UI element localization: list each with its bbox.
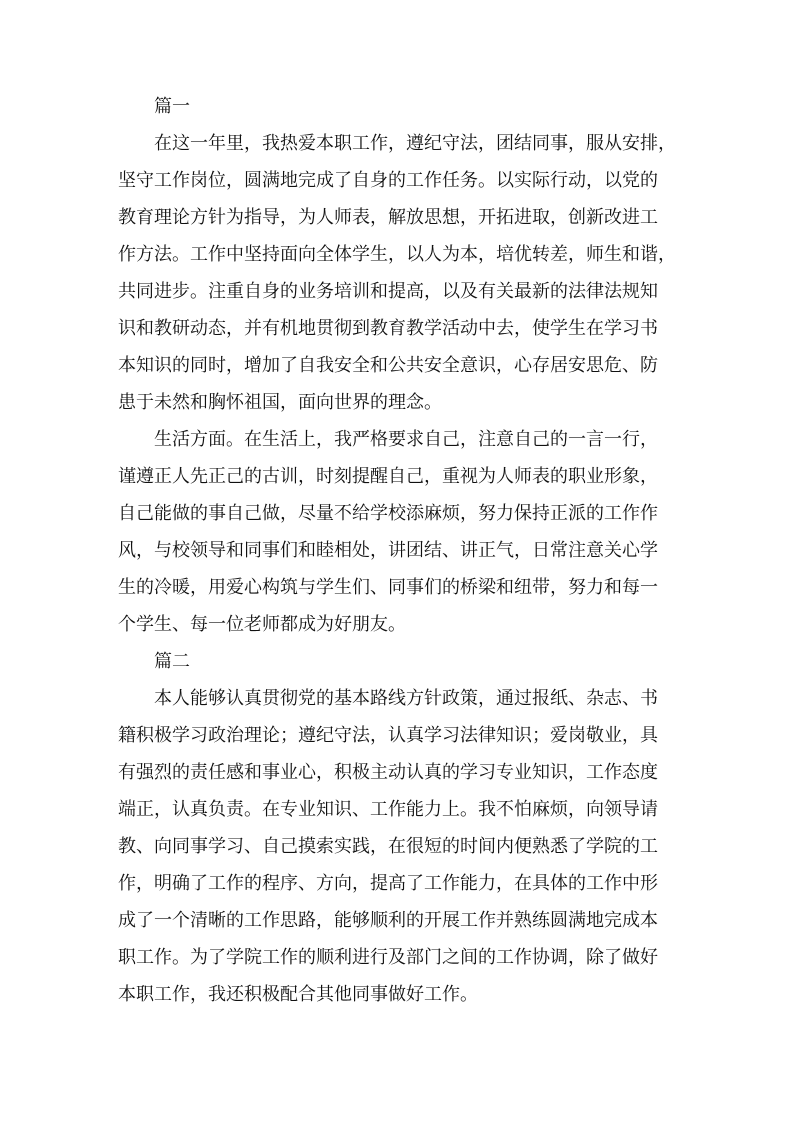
- paragraph-line: 成了一个清晰的工作思路，能够顺利的开展工作并熟练圆满地完成本: [118, 910, 658, 931]
- paragraph-line: 有强烈的责任感和事业心，积极主动认真的学习专业知识，工作态度: [118, 762, 658, 783]
- paragraph-line: 本人能够认真贯彻党的基本路线方针政策，通过报纸、杂志、书: [154, 688, 658, 709]
- paragraph-line: 生活方面。在生活上，我严格要求自己，注意自己的一言一行，: [154, 429, 658, 450]
- paragraph-line: 端正，认真负责。在专业知识、工作能力上。我不怕麻烦，向领导请: [118, 799, 658, 820]
- paragraph-line: 籍积极学习政治理论；遵纪守法，认真学习法律知识；爱岗敬业，具: [118, 725, 658, 746]
- paragraph-line: 教、向同事学习、自己摸索实践，在很短的时间内便熟悉了学院的工: [118, 836, 658, 857]
- paragraph-line: 本职工作，我还积极配合其他同事做好工作。: [118, 984, 478, 1005]
- paragraph-line: 风，与校领导和同事们和睦相处，讲团结、讲正气，日常注意关心学: [118, 540, 658, 561]
- paragraph-line: 作方法。工作中坚持面向全体学生，以人为本，培优转差，师生和谐，: [118, 244, 676, 265]
- paragraph-line: 识和教研动态，并有机地贯彻到教育教学活动中去，使学生在学习书: [118, 318, 658, 339]
- section1-paragraph-2: [118, 421, 684, 643]
- paragraph-line: 患于未然和胸怀祖国，面向世界的理念。: [118, 392, 442, 413]
- paragraph-line: 谨遵正人先正己的古训，时刻提醒自己，重视为人师表的职业形象，: [118, 466, 658, 487]
- document-body: [118, 88, 684, 1013]
- paragraph-line: 个学生、每一位老师都成为好朋友。: [118, 614, 406, 635]
- paragraph-line: 作，明确了工作的程序、方向，提高了工作能力，在具体的工作中形: [118, 873, 658, 894]
- section-heading-2: 篇二: [154, 651, 190, 672]
- section1-paragraph-1: [118, 125, 684, 421]
- paragraph-line: 本知识的同时，增加了自我安全和公共安全意识，心存居安思危、防: [118, 355, 658, 376]
- paragraph-line: 在这一年里，我热爱本职工作，遵纪守法，团结同事，服从安排，: [154, 133, 676, 154]
- section-heading-1: 篇一: [154, 96, 190, 117]
- paragraph-line: 共同进步。注重自身的业务培训和提高，以及有关最新的法律法规知: [118, 281, 658, 302]
- paragraph-line: 职工作。为了学院工作的顺利进行及部门之间的工作协调，除了做好: [118, 947, 658, 968]
- paragraph-line: 教育理论方针为指导，为人师表，解放思想，开拓进取，创新改进工: [118, 207, 658, 228]
- paragraph-line: 生的冷暖，用爱心构筑与学生们、同事们的桥梁和纽带，努力和每一: [118, 577, 658, 598]
- section2-paragraph-1: [118, 680, 684, 1013]
- paragraph-line: 自己能做的事自己做，尽量不给学校添麻烦，努力保持正派的工作作: [118, 503, 658, 524]
- paragraph-line: 坚守工作岗位，圆满地完成了自身的工作任务。以实际行动，以党的: [118, 170, 658, 191]
